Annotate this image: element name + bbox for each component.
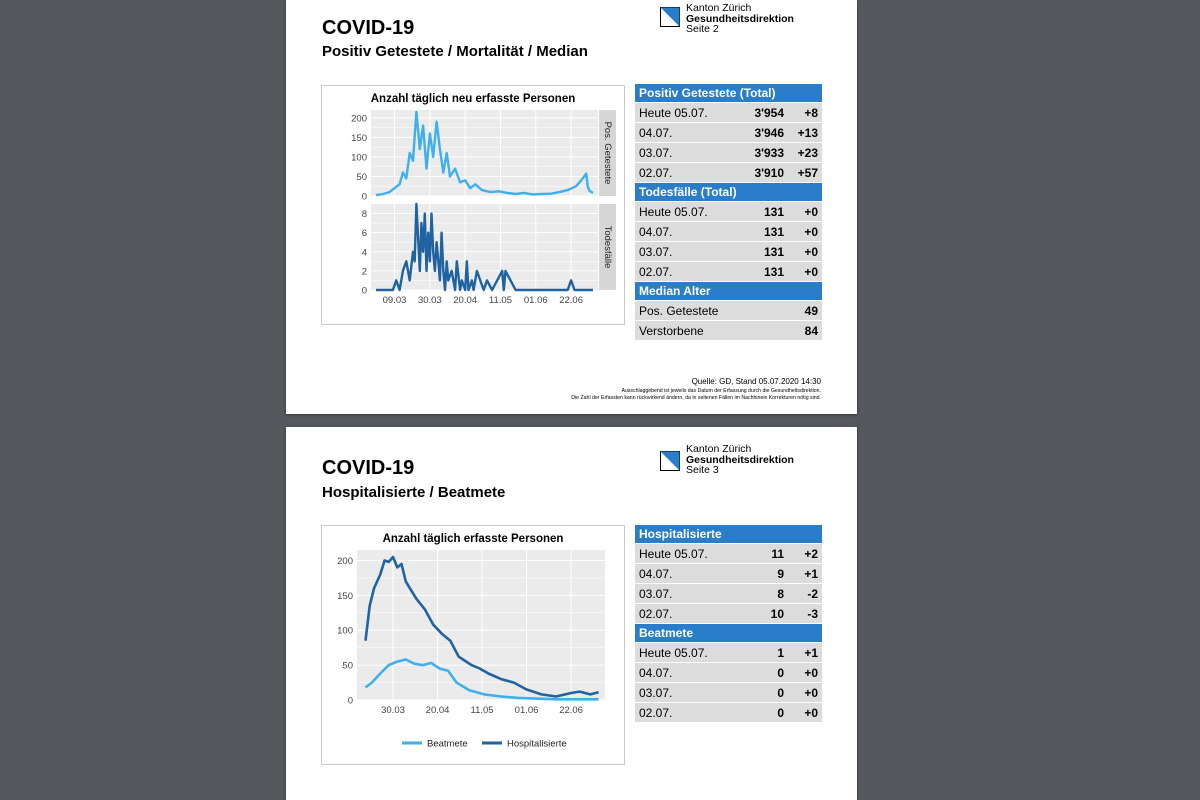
legend-label: Beatmete — [427, 738, 468, 750]
org-line-1: Kanton Zürich — [686, 2, 752, 14]
page-number: Seite 3 — [686, 464, 719, 476]
y-tick-label: 0 — [361, 285, 367, 297]
row-delta: +23 — [797, 146, 818, 160]
y-tick-label: 50 — [356, 171, 367, 183]
y-tick-label: 2 — [361, 266, 367, 278]
x-tick-label: 20.04 — [453, 295, 478, 306]
y-tick-label: 50 — [342, 660, 353, 672]
table-row — [635, 301, 822, 321]
table-header: Positiv Getestete (Total) — [635, 84, 822, 103]
x-tick-label: 01.06 — [514, 705, 539, 716]
row-label: 03.07. — [639, 686, 673, 700]
x-tick-label: 11.05 — [488, 295, 513, 306]
table-row — [635, 242, 822, 262]
row-delta: +0 — [804, 245, 818, 259]
legend-label: Hospitalisierte — [507, 738, 567, 750]
hospitalized-chart — [321, 525, 625, 765]
document-page-2 — [286, 0, 857, 414]
row-delta: +1 — [804, 567, 818, 581]
x-tick-label: 09.03 — [382, 295, 407, 306]
row-value: 131 — [763, 265, 784, 279]
panel-background — [371, 204, 598, 290]
row-label: 02.07. — [639, 607, 673, 621]
row-value: 49 — [804, 304, 818, 318]
y-tick-label: 100 — [337, 625, 353, 637]
table-row — [635, 703, 822, 723]
row-delta: +0 — [804, 686, 818, 700]
row-label: Heute 05.07. — [639, 205, 708, 219]
row-value: 9 — [777, 567, 784, 581]
x-tick-label: 20.04 — [425, 705, 450, 716]
y-tick-label: 8 — [361, 209, 367, 221]
x-tick-label: 30.03 — [417, 295, 442, 306]
row-value: 1 — [777, 646, 784, 660]
x-tick-label: 22.06 — [559, 295, 583, 306]
row-label: 04.07. — [639, 666, 673, 680]
row-label: 02.07. — [639, 166, 673, 180]
row-delta: +0 — [804, 706, 818, 720]
table-header: Median Alter — [635, 282, 822, 301]
row-delta: +57 — [797, 166, 818, 180]
row-delta: +0 — [804, 666, 818, 680]
page-title: COVID-19 — [322, 17, 415, 39]
chart-title: Anzahl täglich neu erfasste Personen — [370, 93, 576, 105]
row-value: 0 — [777, 706, 784, 720]
x-tick-label: 11.05 — [470, 705, 494, 716]
x-tick-label: 01.06 — [523, 295, 548, 306]
row-value: 131 — [763, 205, 784, 219]
row-label: Heute 05.07. — [639, 547, 708, 561]
row-value: 0 — [777, 686, 784, 700]
hospitalized-chart-svg — [322, 526, 624, 764]
row-value: 3'954 — [754, 106, 784, 120]
y-tick-label: 200 — [351, 113, 367, 125]
summary-table-page-2 — [635, 84, 822, 341]
y-tick-label: 0 — [361, 191, 367, 203]
table-header: Todesfälle (Total) — [635, 183, 822, 202]
table-row — [635, 103, 822, 123]
row-value: 0 — [777, 666, 784, 680]
row-delta: +13 — [797, 126, 818, 140]
row-delta: +8 — [804, 106, 818, 120]
table-row — [635, 202, 822, 222]
footnote-2: Die Zahl der Erfassten kann rückwirkend ändern, da in seltenen Fällen im Nachhinein Korrekturen nötig sind. — [571, 395, 821, 401]
row-label: Pos. Getestete — [639, 304, 719, 318]
row-delta: +0 — [804, 205, 818, 219]
row-delta: +0 — [804, 225, 818, 239]
row-label: Heute 05.07. — [639, 646, 708, 660]
table-row — [635, 222, 822, 242]
row-delta: +2 — [804, 547, 818, 561]
row-label: 03.07. — [639, 146, 673, 160]
new-cases-chart — [321, 85, 625, 325]
row-label: Heute 05.07. — [639, 106, 708, 120]
table-row — [635, 663, 822, 683]
table-row — [635, 683, 822, 703]
document-page-3 — [286, 427, 857, 800]
row-label: 02.07. — [639, 706, 673, 720]
row-value: 3'910 — [754, 166, 784, 180]
table-header: Beatmete — [635, 624, 822, 643]
row-delta: -3 — [807, 607, 818, 621]
y-tick-label: 4 — [361, 247, 367, 259]
panel-background — [357, 550, 605, 700]
y-tick-label: 6 — [361, 228, 367, 240]
facet-label: Pos. Getestete — [601, 121, 613, 185]
y-tick-label: 100 — [351, 152, 367, 164]
row-delta: -2 — [807, 587, 818, 601]
row-value: 3'933 — [754, 146, 784, 160]
canton-zurich-shield-icon — [660, 7, 680, 27]
row-label: 04.07. — [639, 225, 673, 239]
organization-label — [686, 444, 794, 476]
row-label: 04.07. — [639, 126, 673, 140]
row-label: Verstorbene — [639, 324, 704, 338]
row-delta: +0 — [804, 265, 818, 279]
panel-background — [371, 110, 598, 196]
row-delta: +1 — [804, 646, 818, 660]
table-row — [635, 262, 822, 282]
page-subtitle: Hospitalisierte / Beatmete — [322, 484, 506, 501]
y-tick-label: 150 — [337, 590, 353, 602]
row-label: 02.07. — [639, 265, 673, 279]
y-tick-label: 150 — [351, 132, 367, 144]
table-row — [635, 163, 822, 183]
org-line-1: Kanton Zürich — [686, 443, 752, 455]
summary-table-page-3 — [635, 525, 822, 723]
y-tick-label: 0 — [347, 695, 353, 707]
row-label: 04.07. — [639, 567, 673, 581]
facet-label: Todesfälle — [601, 225, 613, 269]
org-line-2: Gesundheitsdirektion — [686, 12, 794, 25]
table-row — [635, 544, 822, 564]
table-row — [635, 321, 822, 341]
chart-title: Anzahl täglich erfasste Personen — [382, 533, 564, 545]
row-value: 131 — [763, 225, 784, 239]
row-value: 8 — [777, 587, 784, 601]
page-number: Seite 2 — [686, 23, 719, 35]
row-value: 84 — [804, 324, 818, 338]
row-value: 11 — [771, 547, 784, 561]
table-row — [635, 123, 822, 143]
table-row — [635, 604, 822, 624]
table-header: Hospitalisierte — [635, 525, 822, 544]
footnote-1: Ausschlaggebend ist jeweils das Datum der Erfassung durch die Gesundheitsdirektion. — [621, 388, 821, 394]
y-tick-label: 200 — [337, 555, 353, 567]
org-line-2: Gesundheitsdirektion — [686, 453, 794, 466]
table-row — [635, 643, 822, 663]
page-subtitle: Positiv Getestete / Mortalität / Median — [322, 43, 588, 60]
row-value: 131 — [763, 245, 784, 259]
organization-label — [686, 3, 794, 35]
row-value: 10 — [770, 607, 784, 621]
canton-zurich-shield-icon — [660, 451, 680, 471]
table-row — [635, 564, 822, 584]
page-title: COVID-19 — [322, 457, 415, 479]
x-tick-label: 30.03 — [381, 705, 405, 716]
table-row — [635, 143, 822, 163]
row-label: 03.07. — [639, 245, 673, 259]
new-cases-chart-svg — [322, 86, 624, 324]
table-row — [635, 584, 822, 604]
row-value: 3'946 — [754, 126, 784, 140]
source-note: Quelle: GD, Stand 05.07.2020 14:30 — [691, 377, 821, 386]
row-label: 03.07. — [639, 587, 673, 601]
x-tick-label: 22.06 — [559, 705, 583, 716]
